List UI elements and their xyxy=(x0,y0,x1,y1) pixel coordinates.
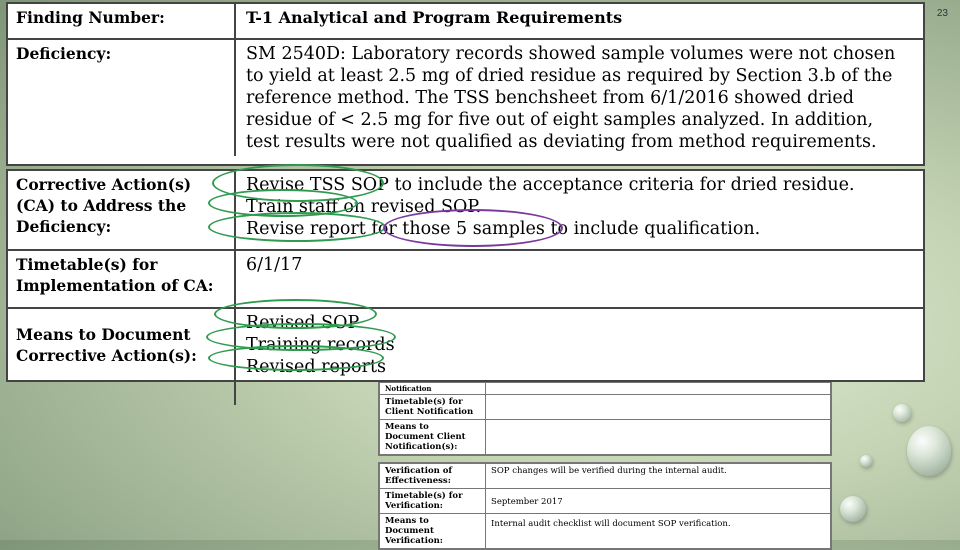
client-means-label: Means to Document Client Notification(s): xyxy=(380,420,486,455)
means-item: Training records xyxy=(246,335,395,355)
deficiency-line: test results were not qualified as deviating from method requirements. xyxy=(246,132,877,152)
verification-timetable-label: Timetable(s) for Verification: xyxy=(380,489,486,514)
annotation-circle-revised-reports xyxy=(208,345,384,371)
deficiency-line: SM 2540D: Laboratory records showed sample volumes were not chosen xyxy=(246,44,896,64)
timetable-value: 6/1/17 xyxy=(235,250,923,308)
verification-means-label: Means to Document Verification: xyxy=(380,514,486,549)
deficiency-text xyxy=(235,39,923,156)
means-label-line: Corrective Action(s): xyxy=(16,346,197,365)
verification-timetable-value: September 2017 xyxy=(486,489,831,514)
ca-line-2: Train staff on revised SOP. xyxy=(246,197,482,217)
ca-line-3-a: Revise report for xyxy=(246,219,403,239)
means-item: Revised reports xyxy=(246,357,386,377)
ca-highlight-sop: Revise TSS SOP xyxy=(246,175,389,195)
ca-label xyxy=(8,171,235,250)
timetable-label xyxy=(8,250,235,308)
deficiency-line: reference method. The TSS benchsheet from 6/1/2016 showed dried xyxy=(246,88,854,108)
ca-label-line: Corrective Action(s) xyxy=(16,175,192,194)
client-timetable-label: Timetable(s) for Client Notification xyxy=(380,395,486,420)
deficiency-line: to yield at least 2.5 mg of dried residue as required by Section 3.b of the xyxy=(246,66,893,86)
client-notification-label: Notification xyxy=(380,383,486,395)
ca-label-line: Deficiency: xyxy=(16,217,112,236)
means-item: Revised SOP xyxy=(246,313,360,333)
deficiency-label: Deficiency: xyxy=(8,39,235,156)
ca-highlight-samples: those 5 samples xyxy=(402,219,545,239)
ca-line-3-c: to include qualification. xyxy=(544,219,761,239)
annotation-circle-revise-report xyxy=(208,212,386,242)
water-droplet-decoration xyxy=(907,426,951,476)
ca-label-line: (CA) to Address the xyxy=(16,196,187,215)
finding-number-value: T-1 Analytical and Program Requirements xyxy=(246,8,623,27)
ca-line-1-rest: to include the acceptance criteria for dried residue. xyxy=(388,175,855,195)
water-droplet-decoration xyxy=(893,404,911,422)
verification-means-value: Internal audit checklist will document SOP verification. xyxy=(486,514,831,549)
water-droplet-decoration xyxy=(840,496,866,522)
finding-number-label: Finding Number: xyxy=(8,4,235,39)
timetable-label-line: Timetable(s) for xyxy=(16,255,158,274)
verification-effectiveness-value: SOP changes will be verified during the internal audit. xyxy=(486,464,831,489)
verification-table xyxy=(378,462,832,550)
timetable-label-line: Implementation of CA: xyxy=(16,276,214,295)
means-label xyxy=(8,308,235,405)
annotation-circle-those-5-samples xyxy=(383,209,563,247)
verification-effectiveness-label: Verification of Effectiveness: xyxy=(380,464,486,489)
deficiency-line: residue of < 2.5 mg for five out of eight samples analyzed. In addition, xyxy=(246,110,874,130)
finding-panel xyxy=(6,2,925,166)
slide-number: 23 xyxy=(936,8,948,19)
water-droplet-decoration xyxy=(860,455,872,467)
means-label-line: Means to Document xyxy=(16,325,191,344)
corrective-action-panel xyxy=(6,169,925,382)
client-means-value xyxy=(486,420,831,455)
